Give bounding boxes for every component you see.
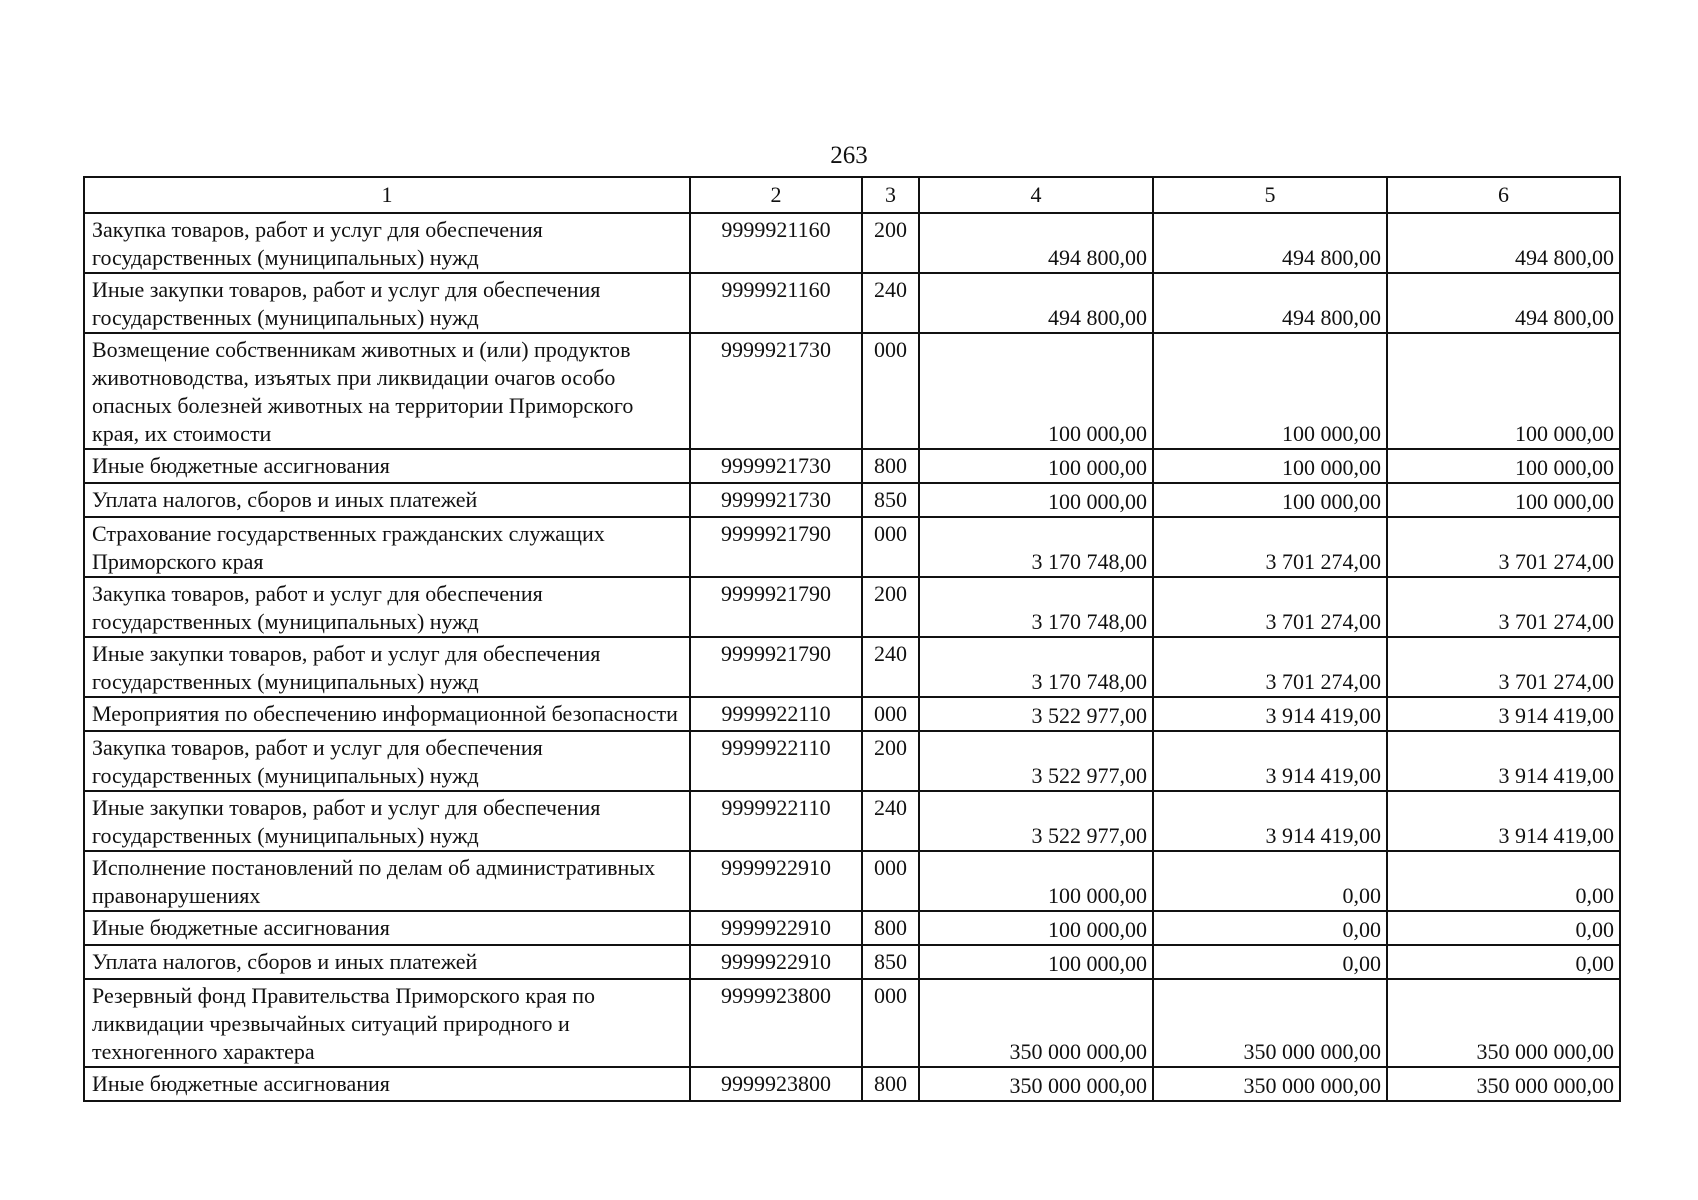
- table-row: [84, 791, 1620, 851]
- row-type: 000: [862, 517, 919, 577]
- row-value-col6: 100 000,00: [1387, 333, 1620, 449]
- row-value-col6: 494 800,00: [1387, 273, 1620, 333]
- row-value-col4: 100 000,00: [919, 945, 1153, 979]
- row-value-col5: 3 701 274,00: [1153, 637, 1387, 697]
- row-code: 9999921790: [690, 577, 862, 637]
- table-header: [84, 177, 1620, 213]
- row-code: 9999923800: [690, 979, 862, 1067]
- row-value-col5: 3 914 419,00: [1153, 731, 1387, 791]
- row-value-col5: 3 914 419,00: [1153, 697, 1387, 731]
- row-value-col5: 3 701 274,00: [1153, 517, 1387, 577]
- header-col-1: 1: [84, 177, 690, 213]
- row-value-col5: 0,00: [1153, 851, 1387, 911]
- row-code: 9999921730: [690, 449, 862, 483]
- page-number: 263: [830, 142, 868, 169]
- row-value-col5: 0,00: [1153, 945, 1387, 979]
- row-name: Иные закупки товаров, работ и услуг для обеспечения государственных (муниципальных) нужд: [84, 637, 690, 697]
- row-name: Иные закупки товаров, работ и услуг для обеспечения государственных (муниципальных) нужд: [84, 273, 690, 333]
- table-row: [84, 483, 1620, 517]
- row-value-col4: 494 800,00: [919, 213, 1153, 273]
- row-value-col5: 100 000,00: [1153, 333, 1387, 449]
- table-row: [84, 637, 1620, 697]
- row-value-col6: 3 914 419,00: [1387, 697, 1620, 731]
- row-value-col5: 350 000 000,00: [1153, 1067, 1387, 1101]
- table-body: [84, 213, 1620, 1101]
- row-code: 9999921730: [690, 333, 862, 449]
- row-value-col4: 3 170 748,00: [919, 517, 1153, 577]
- row-value-col4: 100 000,00: [919, 911, 1153, 945]
- table-row: [84, 577, 1620, 637]
- row-type: 200: [862, 577, 919, 637]
- row-name: Резервный фонд Правительства Приморского края по ликвидации чрезвычайных ситуаций природного и техногенного характера: [84, 979, 690, 1067]
- row-value-col4: 3 170 748,00: [919, 637, 1153, 697]
- header-col-3: 3: [862, 177, 919, 213]
- row-type: 000: [862, 697, 919, 731]
- row-type: 800: [862, 1067, 919, 1101]
- table-row: [84, 1067, 1620, 1101]
- row-code: 9999921790: [690, 637, 862, 697]
- row-type: 000: [862, 979, 919, 1067]
- row-value-col5: 100 000,00: [1153, 449, 1387, 483]
- row-value-col6: 494 800,00: [1387, 213, 1620, 273]
- row-name: Иные закупки товаров, работ и услуг для обеспечения государственных (муниципальных) нужд: [84, 791, 690, 851]
- row-type: 800: [862, 911, 919, 945]
- table-row: [84, 273, 1620, 333]
- row-code: 9999921160: [690, 273, 862, 333]
- row-value-col5: 100 000,00: [1153, 483, 1387, 517]
- row-value-col5: 350 000 000,00: [1153, 979, 1387, 1067]
- table-row: [84, 731, 1620, 791]
- row-value-col6: 100 000,00: [1387, 449, 1620, 483]
- row-name: Закупка товаров, работ и услуг для обеспечения государственных (муниципальных) нужд: [84, 731, 690, 791]
- row-value-col4: 494 800,00: [919, 273, 1153, 333]
- row-value-col6: 3 914 419,00: [1387, 791, 1620, 851]
- table-row: [84, 945, 1620, 979]
- row-value-col4: 100 000,00: [919, 449, 1153, 483]
- row-type: 240: [862, 791, 919, 851]
- row-value-col4: 3 522 977,00: [919, 791, 1153, 851]
- row-code: 9999921730: [690, 483, 862, 517]
- row-code: 9999921790: [690, 517, 862, 577]
- row-type: 800: [862, 449, 919, 483]
- row-value-col6: 0,00: [1387, 851, 1620, 911]
- row-name: Исполнение постановлений по делам об административных правонарушениях: [84, 851, 690, 911]
- row-value-col6: 3 701 274,00: [1387, 517, 1620, 577]
- row-name: Иные бюджетные ассигнования: [84, 449, 690, 483]
- row-code: 9999922910: [690, 911, 862, 945]
- row-type: 240: [862, 273, 919, 333]
- table-row: [84, 213, 1620, 273]
- row-code: 9999922110: [690, 697, 862, 731]
- row-value-col6: 100 000,00: [1387, 483, 1620, 517]
- row-code: 9999921160: [690, 213, 862, 273]
- row-value-col4: 100 000,00: [919, 851, 1153, 911]
- row-value-col4: 100 000,00: [919, 483, 1153, 517]
- row-name: Закупка товаров, работ и услуг для обеспечения государственных (муниципальных) нужд: [84, 577, 690, 637]
- row-type: 200: [862, 213, 919, 273]
- row-name: Закупка товаров, работ и услуг для обеспечения государственных (муниципальных) нужд: [84, 213, 690, 273]
- row-value-col4: 3 522 977,00: [919, 697, 1153, 731]
- row-value-col4: 100 000,00: [919, 333, 1153, 449]
- row-name: Страхование государственных гражданских служащих Приморского края: [84, 517, 690, 577]
- table-row: [84, 697, 1620, 731]
- row-name: Иные бюджетные ассигнования: [84, 911, 690, 945]
- table-row: [84, 979, 1620, 1067]
- budget-table: [83, 176, 1621, 1102]
- row-value-col6: 3 701 274,00: [1387, 577, 1620, 637]
- header-col-4: 4: [919, 177, 1153, 213]
- row-type: 000: [862, 851, 919, 911]
- row-type: 850: [862, 483, 919, 517]
- row-value-col4: 350 000 000,00: [919, 1067, 1153, 1101]
- row-type: 200: [862, 731, 919, 791]
- row-value-col5: 0,00: [1153, 911, 1387, 945]
- row-value-col6: 3 701 274,00: [1387, 637, 1620, 697]
- row-value-col6: 0,00: [1387, 911, 1620, 945]
- row-value-col5: 494 800,00: [1153, 273, 1387, 333]
- row-code: 9999922910: [690, 945, 862, 979]
- row-type: 000: [862, 333, 919, 449]
- table-row: [84, 911, 1620, 945]
- row-name: Возмещение собственникам животных и (или) продуктов животноводства, изъятых при ликвидации очагов особо опасных болезней животных на территории Приморского края, их стоимости: [84, 333, 690, 449]
- row-type: 240: [862, 637, 919, 697]
- row-type: 850: [862, 945, 919, 979]
- table-row: [84, 851, 1620, 911]
- row-value-col4: 3 522 977,00: [919, 731, 1153, 791]
- row-value-col5: 3 701 274,00: [1153, 577, 1387, 637]
- row-code: 9999922110: [690, 731, 862, 791]
- row-name: Уплата налогов, сборов и иных платежей: [84, 945, 690, 979]
- row-code: 9999923800: [690, 1067, 862, 1101]
- row-name: Мероприятия по обеспечению информационной безопасности: [84, 697, 690, 731]
- row-value-col6: 0,00: [1387, 945, 1620, 979]
- table-row: [84, 449, 1620, 483]
- row-name: Уплата налогов, сборов и иных платежей: [84, 483, 690, 517]
- row-name: Иные бюджетные ассигнования: [84, 1067, 690, 1101]
- table-row: [84, 333, 1620, 449]
- header-col-6: 6: [1387, 177, 1620, 213]
- row-value-col5: 3 914 419,00: [1153, 791, 1387, 851]
- row-value-col5: 494 800,00: [1153, 213, 1387, 273]
- row-code: 9999922110: [690, 791, 862, 851]
- header-col-2: 2: [690, 177, 862, 213]
- header-col-5: 5: [1153, 177, 1387, 213]
- table-row: [84, 517, 1620, 577]
- header-row: [84, 177, 1620, 213]
- row-value-col4: 3 170 748,00: [919, 577, 1153, 637]
- row-value-col4: 350 000 000,00: [919, 979, 1153, 1067]
- row-value-col6: 3 914 419,00: [1387, 731, 1620, 791]
- row-value-col6: 350 000 000,00: [1387, 1067, 1620, 1101]
- row-code: 9999922910: [690, 851, 862, 911]
- row-value-col6: 350 000 000,00: [1387, 979, 1620, 1067]
